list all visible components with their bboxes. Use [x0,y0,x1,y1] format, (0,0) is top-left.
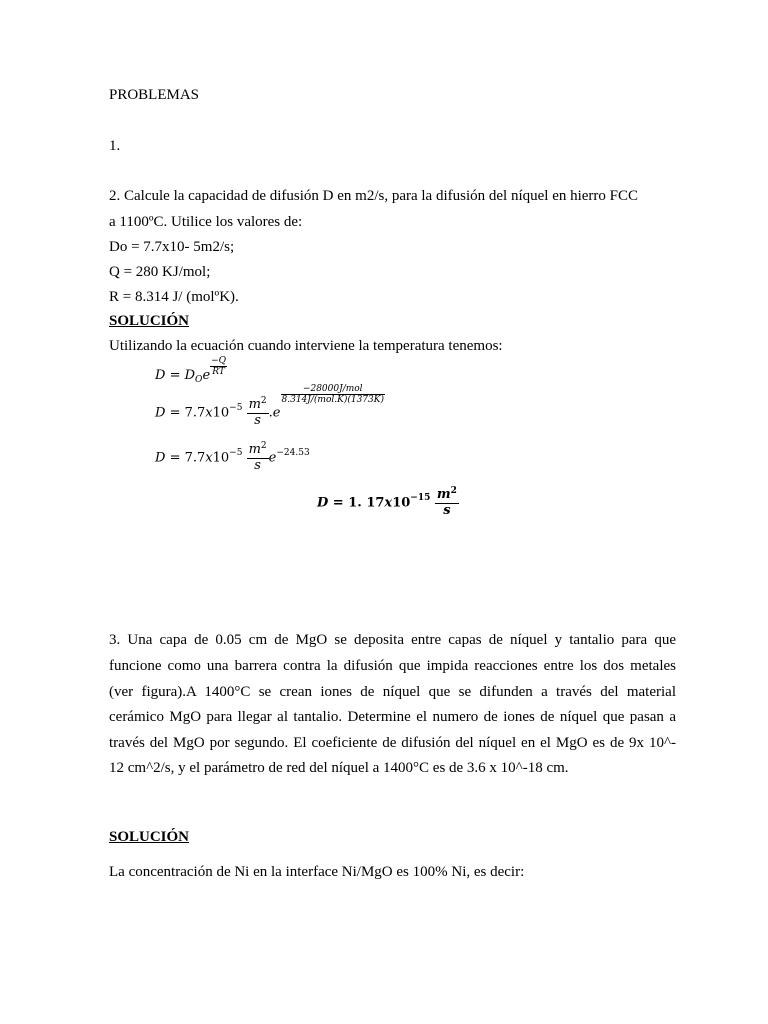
eq2-exp-den: 8.314J/(mol.K)(1373K) [281,395,384,405]
eq3-exp: −24.53 [276,447,310,458]
problem2-line3: Do = 7.7x10- 5m2/s; [109,239,235,255]
problem2-solution-text: Utilizando la ecuación cuando interviene la temperatura tenemos: [109,338,503,354]
eq2-e: e [272,405,281,421]
eq2-m-pow: 2 [260,396,267,406]
eq2-ten: 10 [212,405,230,421]
eq3-pow: −5 [229,447,243,458]
problem3-line2: funcione como una barrera contra la difusión que impida reacciones entre los dos metales [109,658,676,674]
eq3-s: s [254,458,261,473]
eq3-e: e [268,450,277,466]
eq1-exp-num: −Q [211,356,227,366]
heading-problemas: PROBLEMAS [109,87,200,103]
equation-4-result [317,488,459,518]
eq3-m-pow: 2 [260,441,267,451]
eq2-lhs: D [155,405,166,421]
problem3-solution-text: La concentración de Ni en la interface Ni/MgO es 100% Ni, es decir: [109,864,525,880]
equation-1 [155,356,227,389]
eq2-m: m [248,397,261,412]
eq4-s: s [443,503,451,518]
eq3-x: x [205,450,213,466]
problem2-line1: 2. Calcule la capacidad de difusión D en m2/s, para la difusión del níquel en hierro FCC [109,188,639,204]
problem2-line2: a 1100ºC. Utilice los valores de: [109,214,303,230]
eq4-lhs: D [317,495,329,511]
problem3-line5: través del MgO por segundo. El coeficiente de difusión del níquel en el MgO es de 9x 10^- [109,735,676,751]
eq3-m: m [248,442,261,457]
equation-2 [155,384,385,428]
eq2-s: s [254,413,261,428]
eq1-d0-sub: O [195,375,203,385]
eq1-d0: D [184,368,196,383]
eq2-pow: −5 [229,402,243,413]
eq2-units [247,398,269,428]
problem2-solution-label: SOLUCIÓN [109,313,190,329]
eq1-e: e [202,368,211,383]
eq2-x: x [205,405,213,421]
eq1-equals: = [165,368,185,383]
problem3-line6: 12 cm^2/s, y el parámetro de red del níquel a 1400°C es de 3.6 x 10^-18 cm. [109,760,569,776]
problem3-line1: 3. Una capa de 0.05 cm de MgO se deposita entre capas de níquel y tantalio para que [109,632,676,648]
eq4-m: m [436,487,451,502]
eq4-x: x [384,495,393,511]
eq3-ten: 10 [212,450,230,466]
item-1-number: 1. [109,138,121,154]
eq2-exp-num: −28000J/mol [281,384,386,395]
eq2-exponent [281,384,386,405]
eq4-pow: −15 [410,492,431,503]
eq3-coef: = 7.7 [165,450,206,466]
problem3-line4: cerámico MgO para llegar al tantalio. Determine el numero de iones de níquel que pasan a [109,709,676,725]
eq4-m-pow: 2 [450,486,457,496]
eq4-units [435,488,459,518]
eq2-coef: = 7.7 [165,405,206,421]
problem3-line3: (ver figura).A 1400°C se crean iones de níquel que se difunden a través del material [109,684,676,700]
problem3-solution-label: SOLUCIÓN [109,829,190,845]
problem2-line4: Q = 280 KJ/mol; [109,264,211,280]
eq4-ten: 10 [392,495,411,511]
eq1-lhs: D [155,368,166,383]
eq4-coef: = 1. 17 [328,495,385,511]
eq2-dot: . [268,405,273,421]
equation-3 [155,443,310,473]
eq1-exp-den: RT [212,367,225,377]
problem2-line5: R = 8.314 J/ (molºK). [109,289,239,305]
eq3-units [247,443,269,473]
eq1-exponent [210,356,227,377]
eq3-lhs: D [155,450,166,466]
